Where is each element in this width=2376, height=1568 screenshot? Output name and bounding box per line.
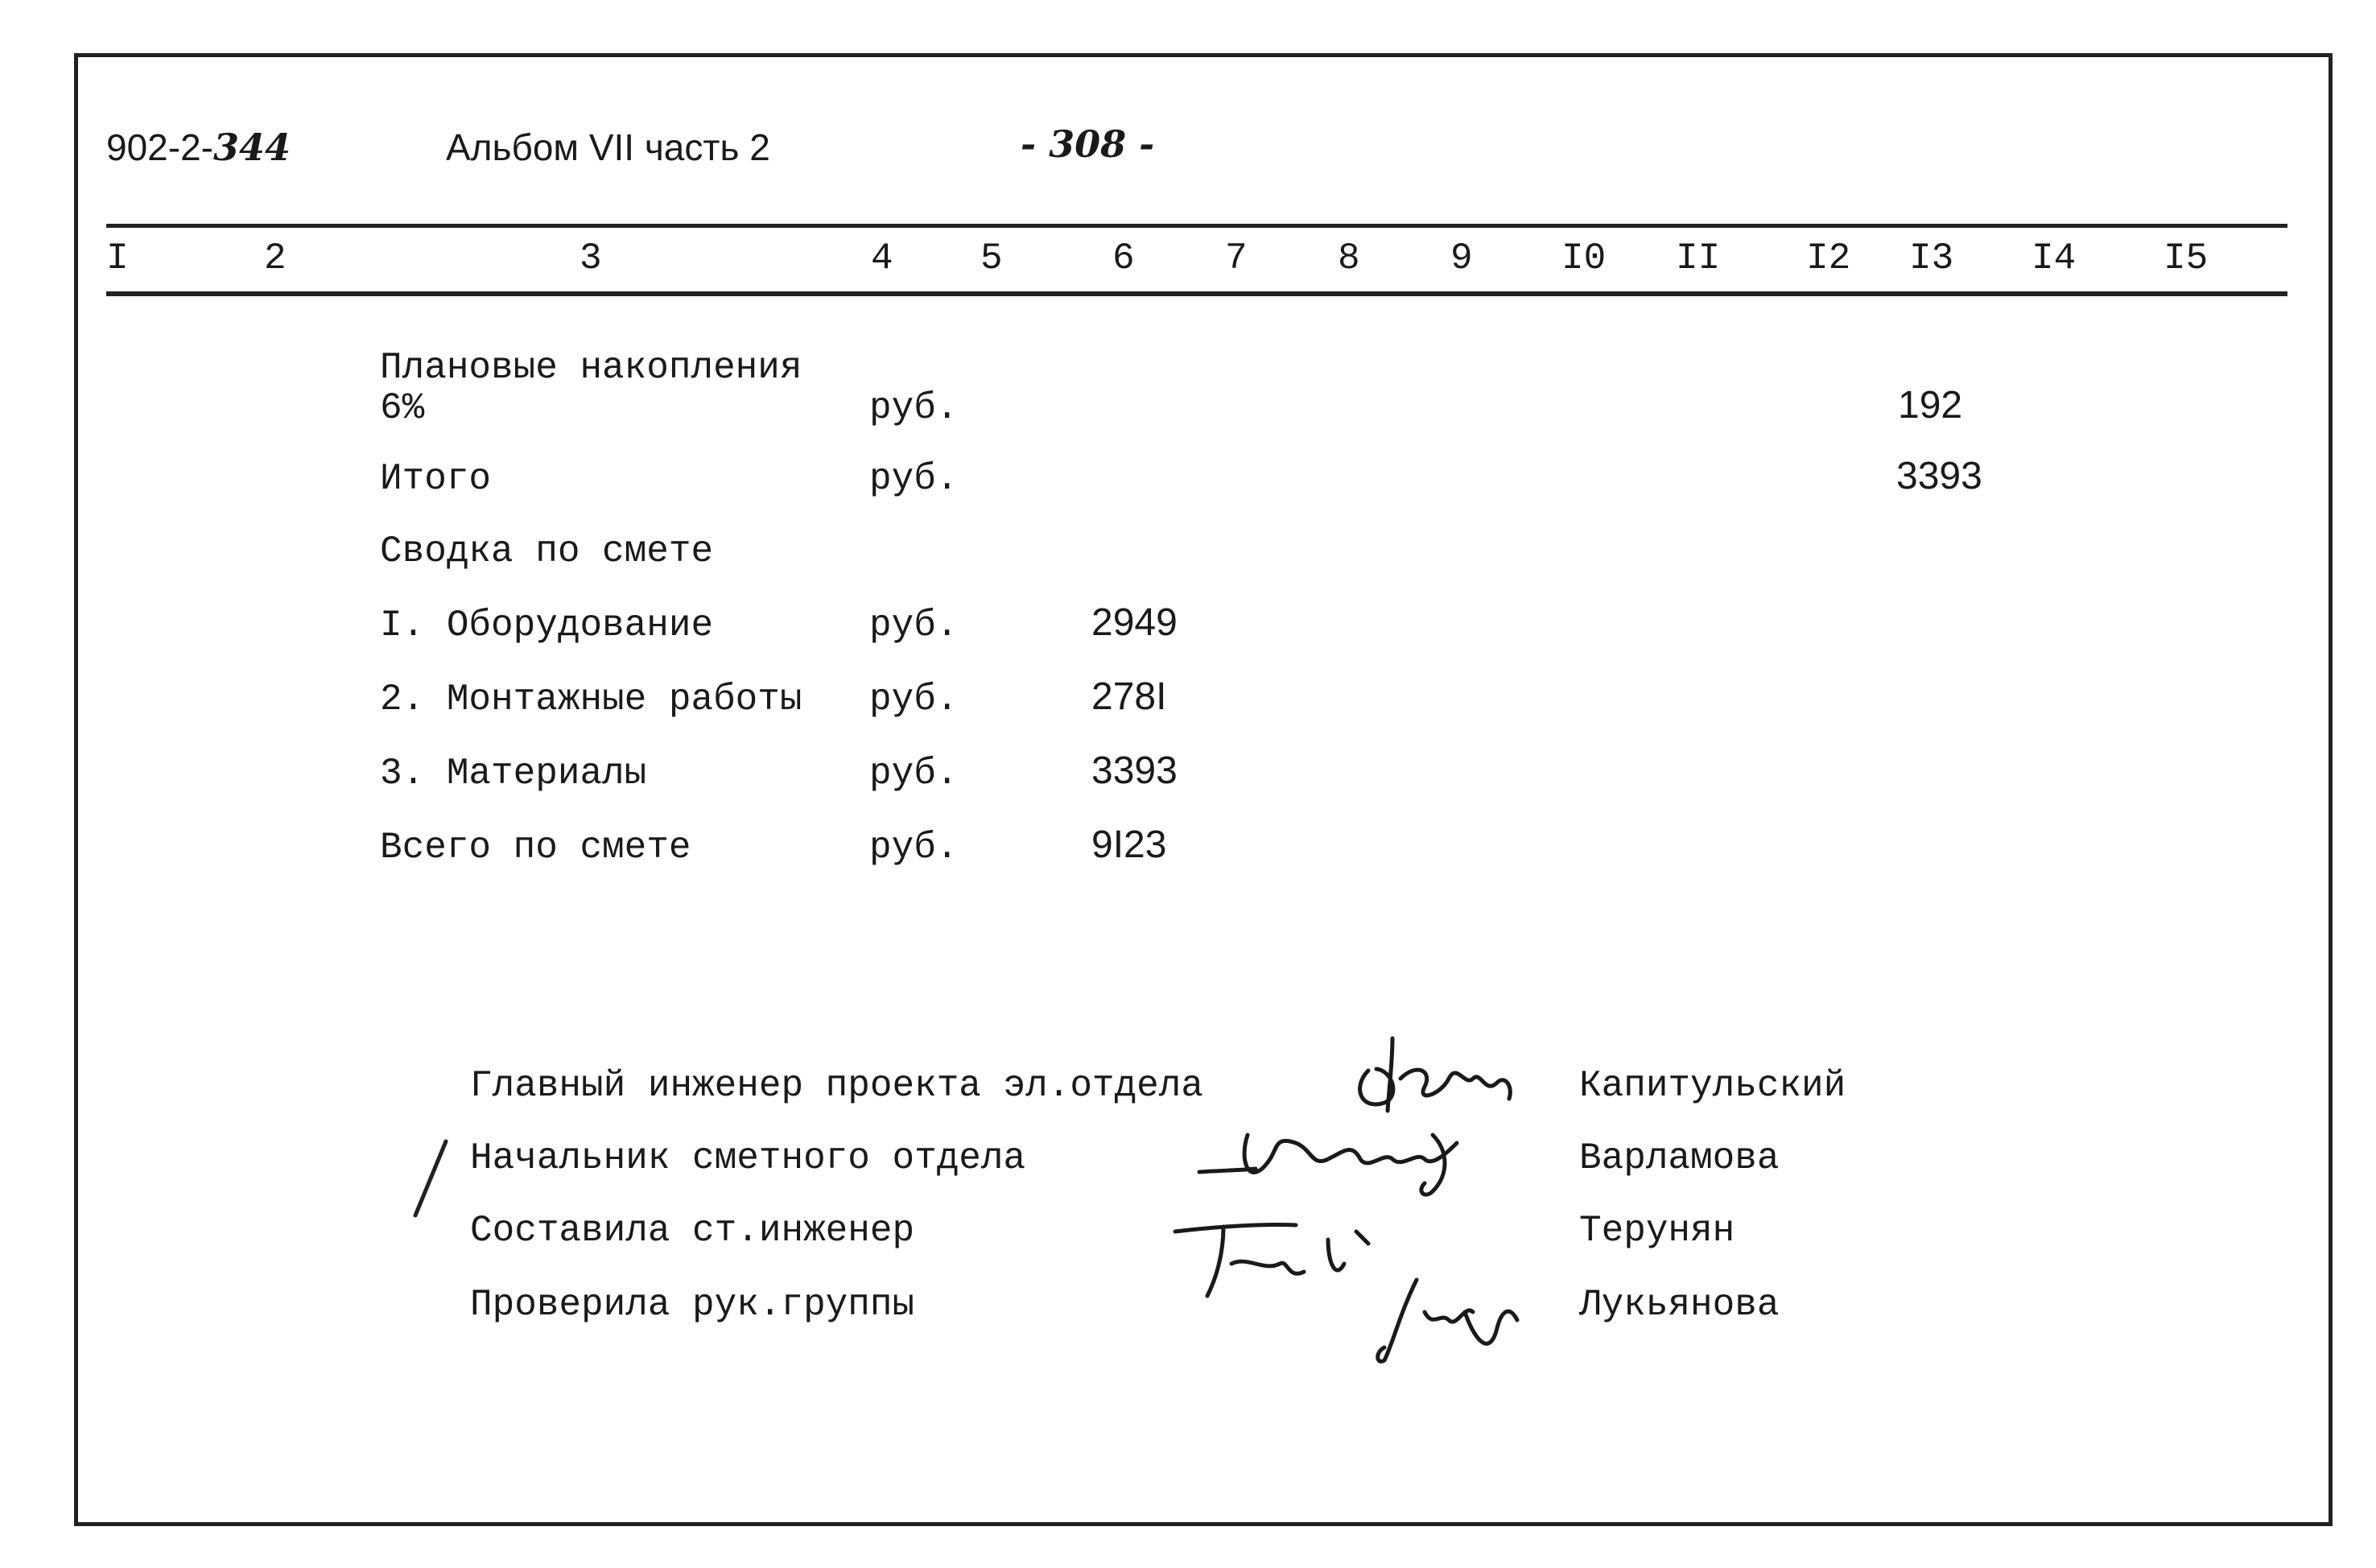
signature-name: Лукьянова	[1579, 1284, 1780, 1326]
table-row-desc-line2: 6%	[380, 387, 425, 429]
column-number-5: 5	[980, 237, 1003, 279]
header-bottom-rule	[106, 291, 2287, 296]
page-number: - 308 -	[1021, 122, 1155, 166]
section-heading: Сводка по смете	[380, 530, 714, 572]
album-title: Альбом VII часть 2	[446, 126, 770, 168]
signature-name: Варламова	[1579, 1137, 1780, 1179]
table-row-desc: Итого	[380, 458, 492, 500]
table-row-unit: руб.	[869, 679, 959, 720]
doc-code-prefix: 902-2-	[106, 126, 213, 168]
signature-role: Главный инженер проекта эл.отдела	[470, 1065, 1203, 1107]
column-number-9: 9	[1450, 237, 1473, 279]
table-row-unit: руб.	[869, 827, 959, 869]
table-row-desc: 3. Материалы	[380, 753, 647, 794]
table-row-unit: руб.	[869, 753, 959, 794]
doc-code	[106, 126, 291, 169]
column-number-3: 3	[580, 237, 602, 279]
signature-name: Терунян	[1579, 1210, 1735, 1252]
doc-code-handwritten: 344	[212, 126, 291, 169]
column-number-4: 4	[871, 237, 893, 279]
column-number-6: 6	[1112, 237, 1135, 279]
column-number-7: 7	[1225, 237, 1248, 279]
column-number-10: I0	[1561, 237, 1607, 279]
column-number-2: 2	[264, 237, 287, 279]
signature-role: Составила ст.инженер	[470, 1210, 915, 1252]
table-row-unit: руб.	[869, 605, 959, 646]
table-row-col13: 3393	[1896, 455, 1982, 497]
column-number-11: II	[1676, 237, 1721, 279]
signature-role: Начальник сметного отдела	[470, 1137, 1026, 1179]
table-row-col6: 9I23	[1091, 823, 1167, 866]
table-row-col13: 192	[1898, 384, 1963, 427]
handwritten-signature-4	[1368, 1264, 1529, 1368]
handwritten-signature-2	[1191, 1103, 1481, 1207]
table-row-desc: Плановые накопления	[380, 347, 802, 389]
handwritten-signature-3	[1167, 1207, 1376, 1304]
table-row-desc: I. Оборудование	[380, 605, 714, 646]
column-number-15: I5	[2164, 237, 2209, 279]
column-number-14: I4	[2032, 237, 2077, 279]
table-row-col6: 278I	[1091, 675, 1167, 718]
table-row-desc: 2. Монтажные работы	[380, 679, 802, 720]
column-number-1: I	[106, 237, 129, 279]
table-row-col6: 2949	[1091, 601, 1178, 644]
column-number-8: 8	[1338, 237, 1360, 279]
header-top-rule	[106, 224, 2287, 228]
column-number-13: I3	[1909, 237, 1954, 279]
table-row-unit: руб.	[869, 458, 959, 500]
table-row-desc: Всего по смете	[380, 827, 691, 869]
table-row-col6: 3393	[1091, 749, 1178, 792]
signature-role: Проверила рук.группы	[470, 1284, 915, 1326]
table-row-unit: руб.	[869, 387, 959, 429]
signature-name: Капитульский	[1579, 1065, 1846, 1107]
margin-check-mark	[406, 1135, 454, 1223]
column-number-12: I2	[1806, 237, 1851, 279]
